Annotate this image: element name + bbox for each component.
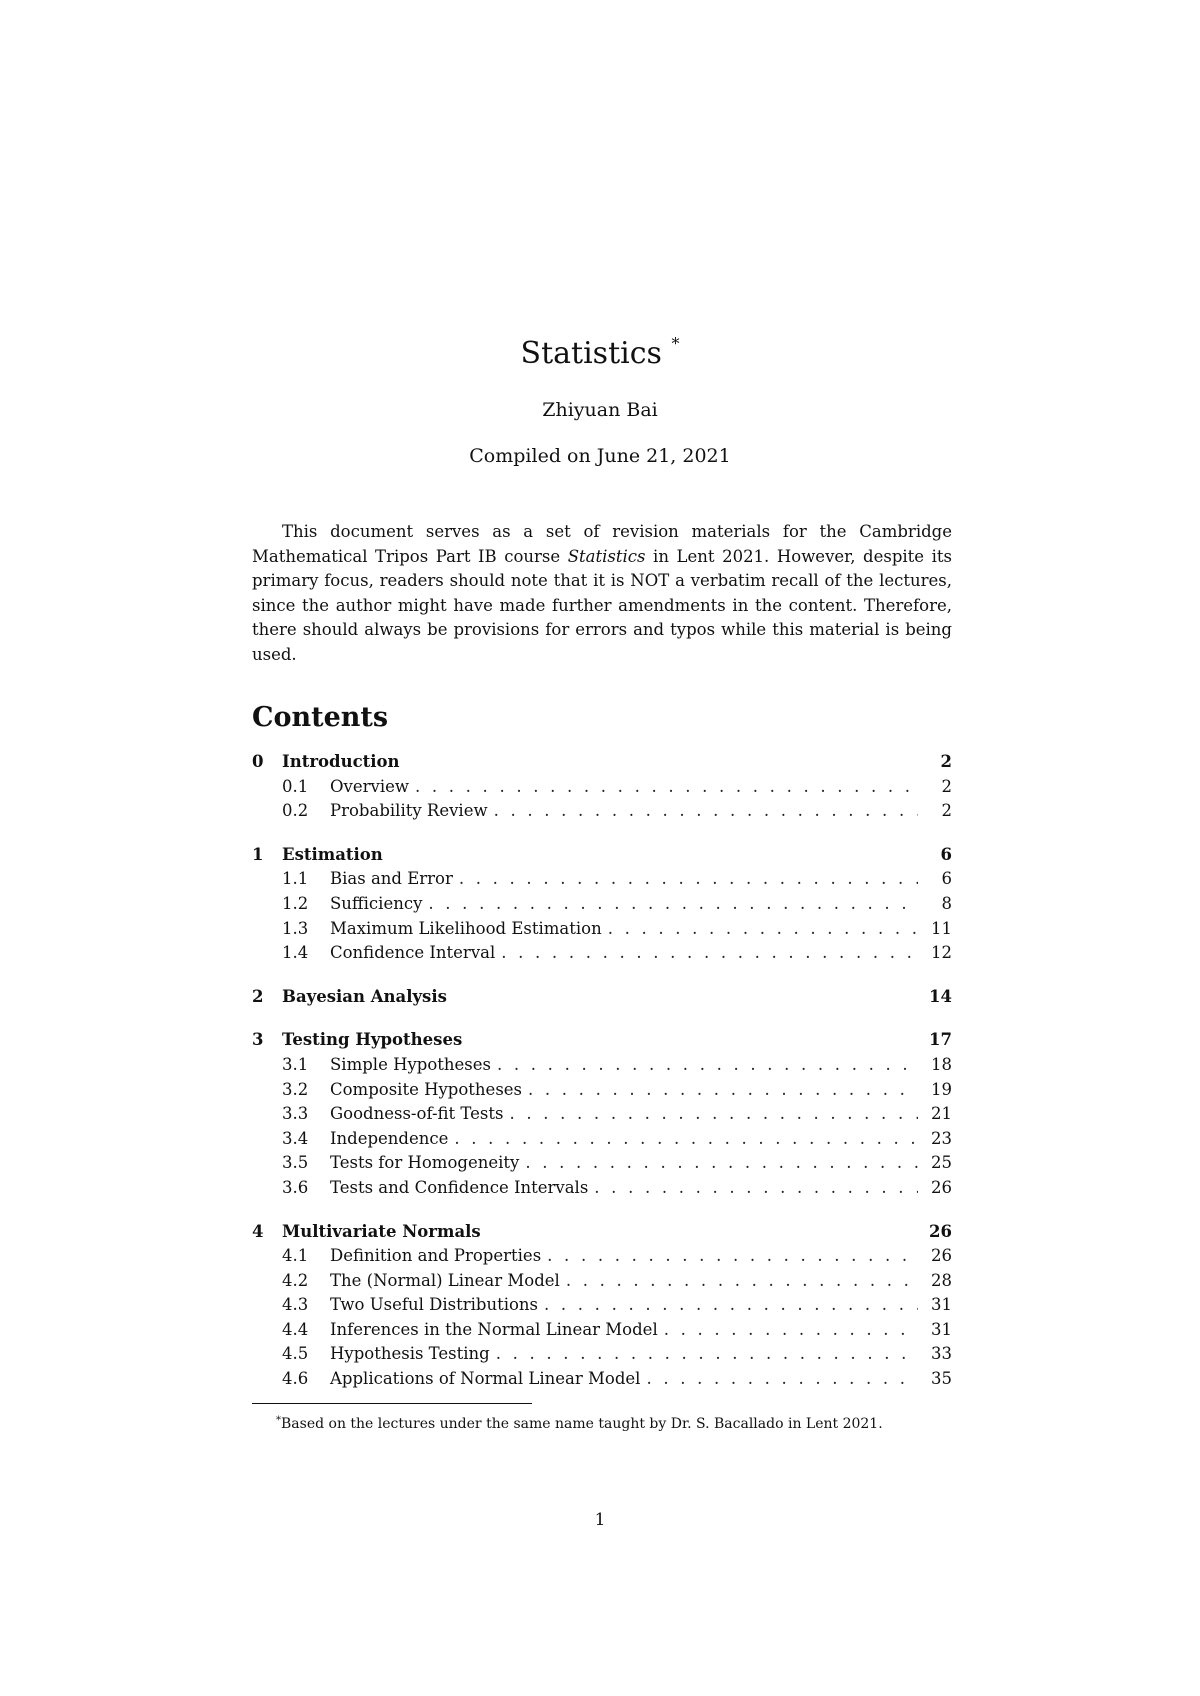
toc-section-title: Multivariate Normals bbox=[282, 1221, 481, 1241]
toc-section-title: Introduction bbox=[282, 752, 400, 771]
toc-subsection-title: Simple Hypotheses bbox=[330, 1054, 492, 1074]
toc-page-number: 18 bbox=[931, 1054, 952, 1074]
toc-dot-leader bbox=[501, 943, 918, 962]
toc-subsection-title: Maximum Likelihood Estimation bbox=[330, 918, 602, 938]
toc-subsection-title: Bias and Error bbox=[330, 869, 453, 889]
toc-section-3 bbox=[252, 1030, 952, 1202]
toc-entry-section[interactable] bbox=[252, 1222, 952, 1247]
toc-subsection-number: 3.5 bbox=[282, 1153, 309, 1173]
abstract-text-after: in Lent 2021. However, despite its primary focus, readers should note that it is NOT a verbatim recall of the lectures, since the author might have made further amendments in the content. Therefore, there should always be provisions for errors and typos while this material is being used. bbox=[252, 546, 953, 664]
toc-dot-leader bbox=[608, 919, 918, 938]
toc-subsection-title: Composite Hypotheses bbox=[330, 1079, 523, 1099]
toc-page-number: 26 bbox=[931, 1177, 952, 1197]
contents-heading: Contents bbox=[252, 702, 389, 733]
toc-dot-leader bbox=[646, 1369, 918, 1388]
toc-subsection-title: Tests and Confidence Intervals bbox=[330, 1177, 589, 1197]
toc-dot-leader bbox=[544, 1295, 918, 1314]
toc-section-number: 3 bbox=[252, 1030, 264, 1050]
footnote-mark: * bbox=[276, 1415, 281, 1426]
toc-entry-subsection[interactable] bbox=[252, 777, 952, 802]
footnote-text: Based on the lectures under the same name taught by Dr. S. Bacallado in Lent 2021. bbox=[281, 1416, 883, 1432]
toc-page-number: 26 bbox=[929, 1221, 952, 1241]
toc-dot-leader bbox=[496, 1344, 918, 1363]
toc-entry-section[interactable] bbox=[252, 752, 952, 777]
toc-subsection-number: 1.1 bbox=[282, 869, 309, 889]
toc-page-number: 33 bbox=[931, 1344, 952, 1364]
toc-section-number: 1 bbox=[252, 844, 264, 864]
toc-entry-subsection[interactable] bbox=[252, 1344, 952, 1369]
page-number: 1 bbox=[594, 1510, 606, 1530]
toc-subsection-number: 4.5 bbox=[282, 1344, 309, 1364]
toc-subsection-title: Overview bbox=[330, 776, 409, 796]
toc-page-number: 21 bbox=[931, 1104, 952, 1124]
toc-subsection-title: Definition and Properties bbox=[330, 1246, 542, 1266]
toc-entry-subsection[interactable] bbox=[252, 1295, 952, 1320]
toc-page-number: 31 bbox=[931, 1295, 952, 1315]
abstract-course-name: Statistics bbox=[567, 546, 646, 566]
title-footnote-mark: * bbox=[671, 334, 680, 353]
toc-dot-leader bbox=[528, 1080, 918, 1099]
toc-dot-leader bbox=[415, 777, 918, 796]
toc-entry-section[interactable] bbox=[252, 987, 952, 1012]
toc-entry-subsection[interactable] bbox=[252, 801, 952, 826]
footnote bbox=[276, 1411, 883, 1434]
toc-entry-subsection[interactable] bbox=[252, 1129, 952, 1154]
toc-page-number: 2 bbox=[941, 801, 952, 821]
toc-page-number: 6 bbox=[940, 844, 952, 864]
toc-dot-leader bbox=[497, 1055, 918, 1074]
toc-entry-subsection[interactable] bbox=[252, 1369, 952, 1394]
toc-dot-leader bbox=[594, 1178, 918, 1197]
toc-subsection-number: 4.4 bbox=[282, 1319, 309, 1339]
toc-dot-leader bbox=[428, 894, 918, 913]
toc-subsection-number: 0.1 bbox=[282, 776, 309, 796]
toc-subsection-number: 0.2 bbox=[282, 801, 309, 821]
toc-section-number: 2 bbox=[252, 986, 264, 1006]
toc-entry-section[interactable] bbox=[252, 1030, 952, 1055]
toc-entry-subsection[interactable] bbox=[252, 1055, 952, 1080]
toc-section-title: Estimation bbox=[282, 844, 383, 864]
toc-subsection-title: Two Useful Distributions bbox=[330, 1295, 539, 1315]
toc-dot-leader bbox=[566, 1271, 918, 1290]
toc-subsection-number: 3.6 bbox=[282, 1177, 309, 1197]
toc-page-number: 6 bbox=[941, 869, 952, 889]
toc-entry-subsection[interactable] bbox=[252, 1246, 952, 1271]
toc-subsection-number: 1.2 bbox=[282, 893, 309, 913]
toc-subsection-number: 3.1 bbox=[282, 1054, 309, 1074]
toc-page-number: 23 bbox=[931, 1128, 952, 1148]
toc-page-number: 2 bbox=[940, 752, 952, 771]
toc-subsection-title: Applications of Normal Linear Model bbox=[330, 1369, 641, 1389]
toc-entry-subsection[interactable] bbox=[252, 1320, 952, 1345]
toc-subsection-title: Tests for Homogeneity bbox=[330, 1153, 520, 1173]
toc-entry-subsection[interactable] bbox=[252, 943, 952, 968]
toc-subsection-title: Confidence Interval bbox=[330, 943, 496, 963]
toc-section-2 bbox=[252, 987, 952, 1012]
toc-subsection-number: 4.6 bbox=[282, 1369, 309, 1389]
toc-page-number: 25 bbox=[931, 1153, 952, 1173]
compile-date: Compiled on June 21, 2021 bbox=[469, 445, 731, 467]
toc-page-number: 8 bbox=[941, 893, 952, 913]
toc-page-number: 2 bbox=[941, 776, 952, 796]
toc-entry-subsection[interactable] bbox=[252, 1104, 952, 1129]
toc-section-4 bbox=[252, 1222, 952, 1394]
toc-dot-leader bbox=[494, 801, 918, 820]
toc-subsection-number: 1.4 bbox=[282, 943, 309, 963]
toc-subsection-title: Sufficiency bbox=[330, 893, 423, 913]
title-text: Statistics bbox=[520, 336, 662, 371]
toc-entry-subsection[interactable] bbox=[252, 894, 952, 919]
toc-page-number: 12 bbox=[931, 943, 952, 963]
author-name: Zhiyuan Bai bbox=[542, 399, 658, 421]
toc-page-number: 31 bbox=[931, 1319, 952, 1339]
toc-dot-leader bbox=[525, 1153, 918, 1172]
toc-subsection-number: 3.4 bbox=[282, 1128, 309, 1148]
toc-dot-leader bbox=[547, 1246, 918, 1265]
toc-subsection-number: 3.2 bbox=[282, 1079, 309, 1099]
toc-subsection-number: 1.3 bbox=[282, 918, 309, 938]
toc-subsection-number: 4.2 bbox=[282, 1270, 309, 1290]
toc-subsection-title: Inferences in the Normal Linear Model bbox=[330, 1319, 658, 1339]
toc-page-number: 19 bbox=[931, 1079, 952, 1099]
abstract-paragraph bbox=[252, 520, 952, 667]
toc-page-number: 11 bbox=[931, 918, 952, 938]
toc-subsection-title: Independence bbox=[330, 1128, 449, 1148]
toc-page-number: 26 bbox=[931, 1246, 952, 1266]
toc-page-number: 17 bbox=[929, 1030, 952, 1050]
toc-subsection-title: Goodness-of-fit Tests bbox=[330, 1104, 504, 1124]
toc-dot-leader bbox=[459, 869, 918, 888]
toc-entry-subsection[interactable] bbox=[252, 1178, 952, 1203]
toc-entry-subsection[interactable] bbox=[252, 1153, 952, 1178]
table-of-contents bbox=[252, 752, 952, 1413]
toc-dot-leader bbox=[664, 1320, 918, 1339]
toc-subsection-number: 3.3 bbox=[282, 1104, 309, 1124]
toc-entry-subsection[interactable] bbox=[252, 869, 952, 894]
toc-page-number: 35 bbox=[931, 1369, 952, 1389]
toc-section-0 bbox=[252, 752, 952, 826]
toc-dot-leader bbox=[454, 1129, 918, 1148]
toc-section-title: Bayesian Analysis bbox=[282, 986, 447, 1006]
toc-entry-subsection[interactable] bbox=[252, 919, 952, 944]
toc-section-title: Testing Hypotheses bbox=[282, 1030, 463, 1050]
toc-entry-subsection[interactable] bbox=[252, 1080, 952, 1105]
toc-page-number: 14 bbox=[929, 986, 952, 1006]
toc-section-number: 0 bbox=[252, 752, 264, 771]
abstract-text-before: This document serves as a set of revision materials for the Cambridge Mathematical Tripos Part IB course bbox=[252, 522, 952, 566]
toc-subsection-number: 4.3 bbox=[282, 1295, 309, 1315]
toc-subsection-title: The (Normal) Linear Model bbox=[330, 1270, 560, 1290]
toc-page-number: 28 bbox=[931, 1270, 952, 1290]
toc-section-1 bbox=[252, 845, 952, 968]
toc-subsection-title: Probability Review bbox=[330, 801, 488, 821]
toc-subsection-title: Hypothesis Testing bbox=[330, 1344, 490, 1364]
toc-entry-subsection[interactable] bbox=[252, 1271, 952, 1296]
toc-subsection-number: 4.1 bbox=[282, 1246, 309, 1266]
toc-section-number: 4 bbox=[252, 1221, 264, 1241]
document-title bbox=[0, 324, 1200, 374]
toc-entry-section[interactable] bbox=[252, 845, 952, 870]
toc-dot-leader bbox=[509, 1104, 918, 1123]
footnote-rule bbox=[252, 1403, 532, 1404]
